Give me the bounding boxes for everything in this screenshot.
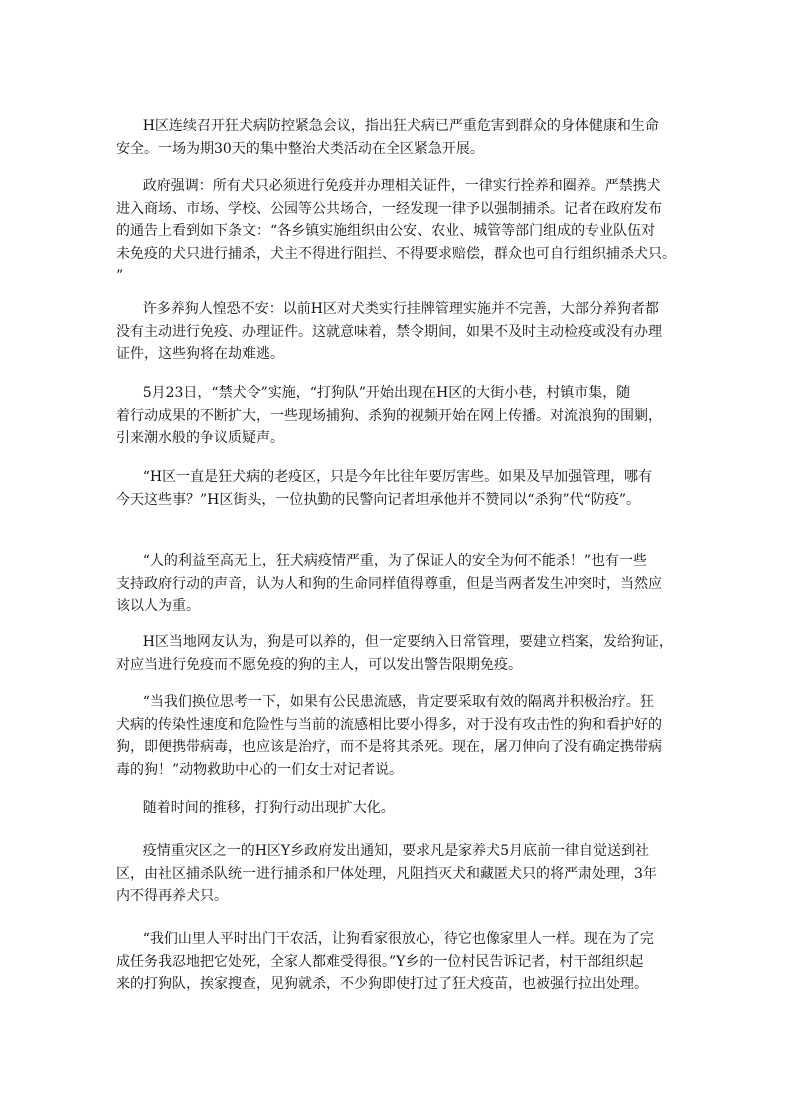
- paragraph-11: “我们山里人平时出门干农活，让狗看家很放心，待它也像家里人一样。现在为了完 成任务我忍地把它处死，全家人都难受得很。”Y乡的一位村民告诉记者，村干部组织起 来的打狗队，挨家搜查，见狗就杀，不少狗即使打过了狂犬疫苗，也被强行拉出处理。: [116, 931, 654, 992]
- paragraph-1: H区连续召开狂犬病防控紧急会议，指出狂犬病已严重危害到群众的身体健康和生命 安全。一场为期30天的集中整治犬类活动在全区紧急开展。: [116, 118, 659, 157]
- paragraph-3: 许多养狗人惶恐不安：以前H区对犬类实行挂牌管理实施并不完善，大部分养狗者都 没有主动进行免疫、办理证件。这就意味着，禁令期间，如果不及时主动检疫或没有办理 证件，这些狗将在劫难逃。: [116, 301, 662, 362]
- paragraph-7: H区当地网友认为，狗是可以养的，但一定要纳入日常管理，要建立档案，发给狗证， 对应当进行免疫而不愿免疫的狗的主人，可以发出警告限期免疫。: [116, 634, 673, 673]
- paragraph-6: “人的利益至高无上，狂犬病疫情严重，为了保证人的安全为何不能杀！”也有一些 支持政府行动的声音，认为人和狗的生命同样值得尊重，但是当两者发生冲突时，当然应 该以人为重。: [116, 553, 662, 614]
- paragraph-10: 疫情重灾区之一的H区Y乡政府发出通知，要求凡是家养犬5月底前一律自觉送到社 区，由社区捕杀队统一进行捕杀和尸体处理，凡阻挡灭犬和藏匿犬只的将严肃处理，3年 内不得再养犬只。: [116, 843, 657, 904]
- paragraph-9: 随着时间的推移，打狗行动出现扩大化。: [116, 800, 395, 816]
- paragraph-4: 5月23日，“禁犬令”实施，“打狗队”开始出现在H区的大街小巷，村镇市集，随 着行动成果的不断扩大，一些现场捕狗、杀狗的视频开始在网上传播。对流浪狗的围剿， 引来潮水般的争议质疑声。: [116, 385, 662, 446]
- paragraph-8: “当我们换位思考一下，如果有公民患流感，肯定要采取有效的隔离并积极治疗。狂 犬病的传染性速度和危险性与当前的流感相比要小得多，对于没有攻击性的狗和看护好的 狗，即便携带病毒，也应该是治疗，而不是将其杀死。现在，屠刀伸向了没有确定携带病 毒的狗！”动物救助中心的一们女士对记者说。: [116, 694, 662, 778]
- paragraph-2: 政府强调：所有犬只必须进行免疫并办理相关证件，一律实行拴养和圈养。严禁携犬 进入商场、市场、学校、公园等公共场合，一经发现一律予以强制捕杀。记者在政府发布 的通告上看到如下条文：“各乡镇实施组织由公安、农业、城管等部门组成的专业队伍对 未免疫的犬只进行捕杀，犬主不得进行阻拦、不得要求赔偿，群众也可自行组织捕杀犬只。 ”: [116, 178, 676, 284]
- paragraph-5: “H区一直是狂犬病的老疫区，只是今年比往年要厉害些。如果及早加强管理，哪有 今天这些事？”H区街头，一位执勤的民警向记者坦承他并不赞同以“杀狗”代“防疫”。: [116, 469, 653, 508]
